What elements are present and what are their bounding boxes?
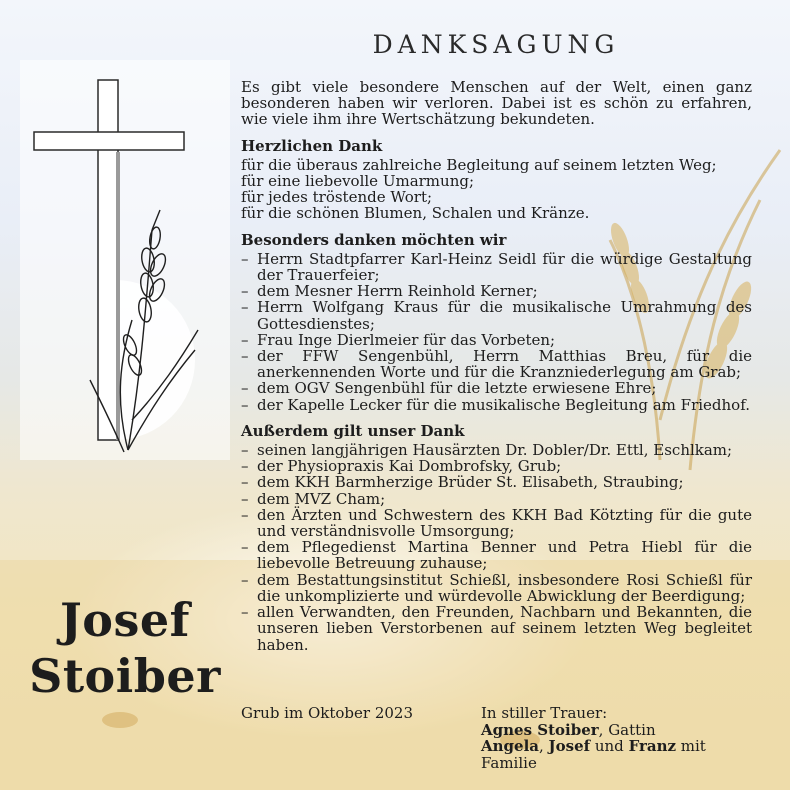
intro-paragraph: Es gibt viele besondere Menschen auf der Welt, einen ganz besonderen haben wir verloren. Dabei ist es schön zu erfahren, wie viele ihm ihre Wertschätzung bekundeten. [241, 78, 752, 129]
mourner-name: Angela [481, 737, 539, 755]
list-item: – Herrn Stadtpfarrer Karl-Heinz Seidl für die würdige Gestaltung der Trauerfeier; [241, 251, 752, 283]
thanks-lines [241, 157, 752, 222]
list-item: – dem OGV Sengenbühl für die letzte erwiesene Ehre; [241, 380, 752, 396]
section-heading-ausserdem: Außerdem gilt unser Dank [241, 421, 465, 440]
mourner-name: Agnes Stoiber [481, 720, 599, 739]
further-thanks-list [241, 442, 752, 653]
mourner-line-1 [481, 722, 752, 739]
mourner-relation: , Gattin [598, 720, 656, 739]
list-item: – der FFW Sengenbühl, Herrn Matthias Breu, für die anerkennenden Worte und für die Kranzniederlegung am Grab; [241, 348, 752, 380]
thanks-line: für jedes tröstende Wort; [241, 188, 433, 207]
deceased-last-name: Stoiber [29, 649, 221, 703]
list-item: – dem Bestattungsinstitut Schießl, insbesondere Rosi Schießl für die unkomplizierte und würdevolle Abwicklung der Beerdigung; [241, 572, 752, 604]
mourner-name: Franz [628, 737, 676, 755]
mourner-name: Josef [548, 737, 591, 755]
deceased-name [20, 592, 230, 704]
list-item: – den Ärzten und Schwestern des KKH Bad Kötzting für die gute und verständnisvolle Umsorgung; [241, 507, 752, 539]
mourner-line-2 [481, 738, 752, 771]
page-title: DANKSAGUNG [372, 30, 620, 59]
cross-with-wheat-illustration [20, 60, 230, 580]
list-item: – der Physiopraxis Kai Dombrofsky, Grub; [241, 458, 752, 474]
memorial-column [20, 60, 230, 760]
section-heading-besonders: Besonders danken möchten wir [241, 230, 507, 249]
section-heading-herzlichen-dank: Herzlichen Dank [241, 136, 383, 155]
list-item: – allen Verwandten, den Freunden, Nachbarn und Bekannten, die unseren lieben Verstorbenen auf seinem letzten Weg begleitet haben. [241, 604, 752, 653]
list-item: – dem MVZ Cham; [241, 491, 752, 507]
thanks-line: für eine liebevolle Umarmung; [241, 172, 475, 191]
list-item: – dem Mesner Herrn Reinhold Kerner; [241, 283, 752, 299]
mourners-label: In stiller Trauer: [481, 704, 608, 722]
place-date: Grub im Oktober 2023 [241, 704, 414, 722]
notice-body [241, 79, 752, 653]
thanks-line: für die schönen Blumen, Schalen und Kränze. [241, 204, 590, 223]
mourner-relation: mit Familie [481, 737, 706, 772]
list-item: – Frau Inge Dierlmeier für das Vorbeten; [241, 332, 752, 348]
separator-text: , [539, 737, 549, 755]
deceased-first-name: Josef [60, 593, 190, 647]
list-item: – Herrn Wolfgang Kraus für die musikalische Umrahmung des Gottesdienstes; [241, 299, 752, 331]
list-item: – seinen langjährigen Hausärzten Dr. Dobler/Dr. Ettl, Eschlkam; [241, 442, 752, 458]
separator-text: und [590, 737, 629, 755]
mourners-block [481, 705, 752, 771]
list-item: – dem Pflegedienst Martina Benner und Petra Hiebl für die liebevolle Betreuung zuhause; [241, 539, 752, 571]
list-item: – dem KKH Barmherzige Brüder St. Elisabeth, Straubing; [241, 474, 752, 490]
thanks-line: für die überaus zahlreiche Begleitung auf seinem letzten Weg; [241, 155, 717, 174]
special-thanks-list [241, 251, 752, 413]
list-item: – der Kapelle Lecker für die musikalische Begleitung am Friedhof. [241, 397, 752, 413]
